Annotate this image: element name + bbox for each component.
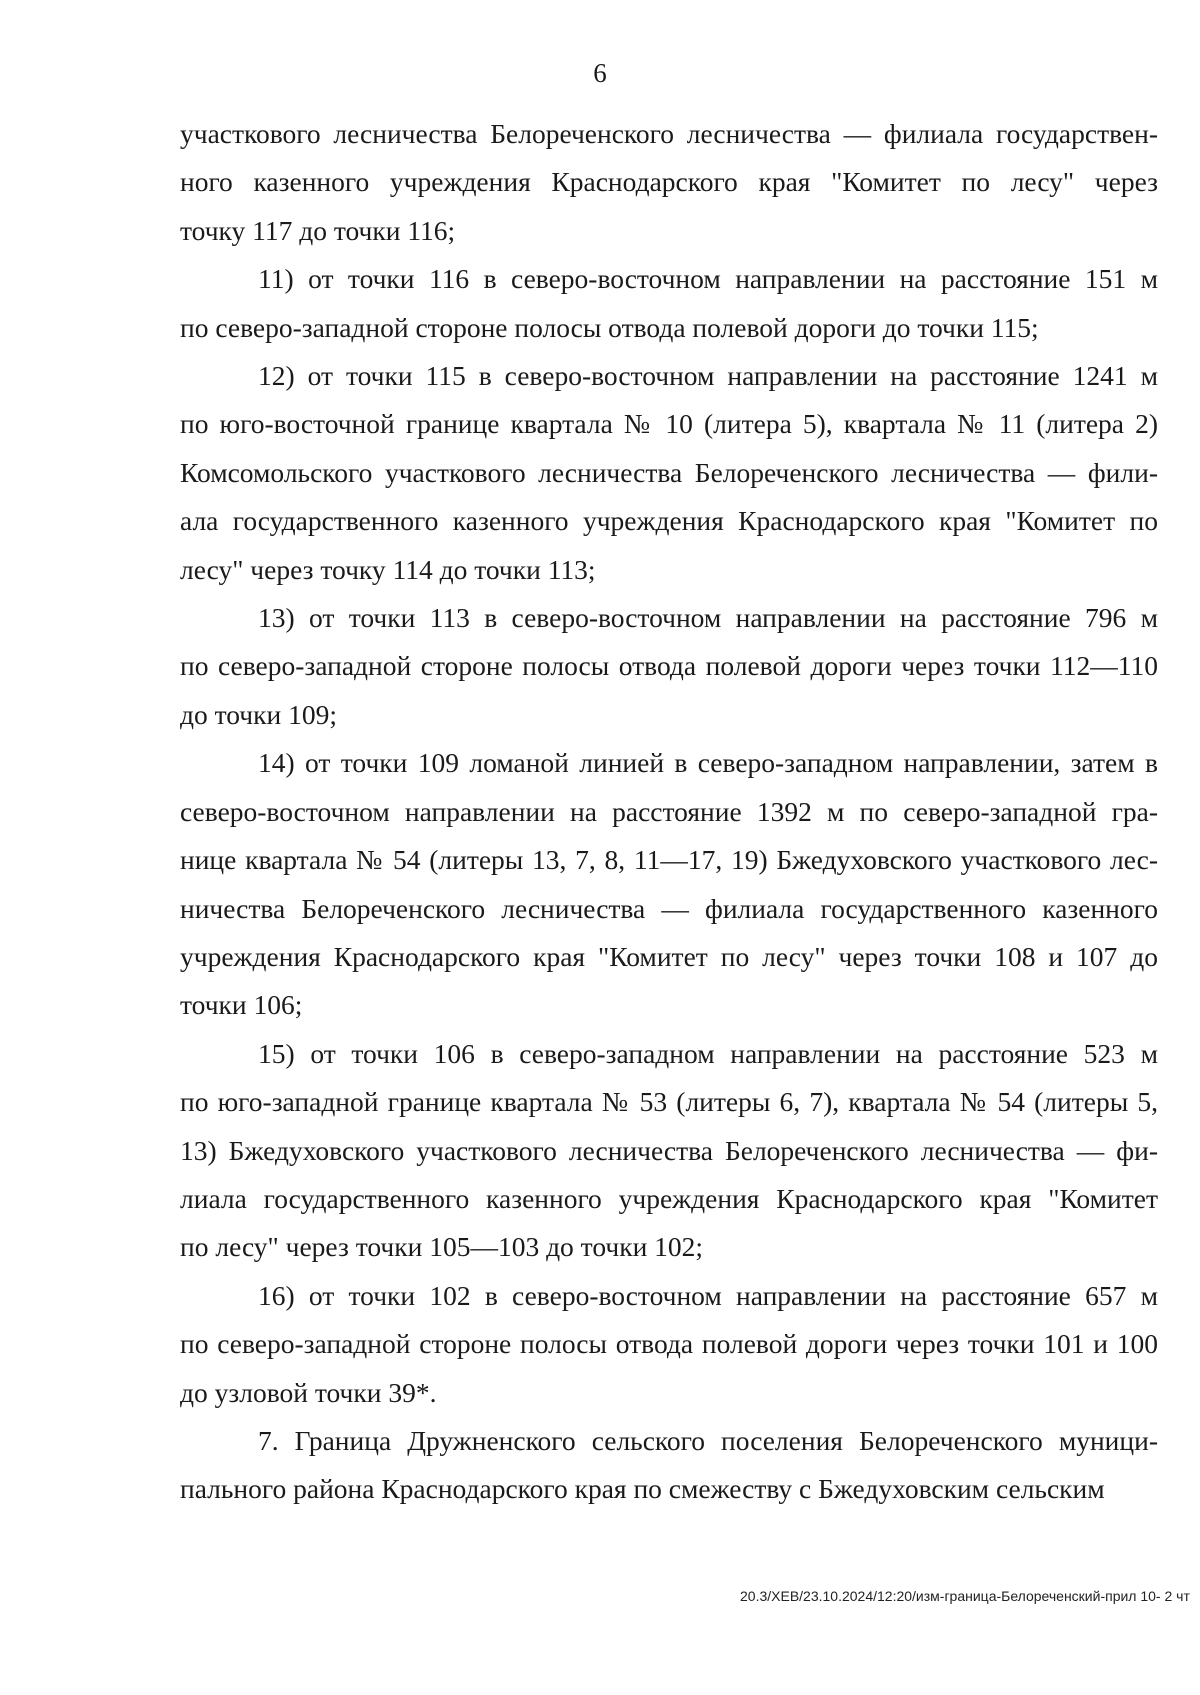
paragraph-line: по северо-западной стороне полосы отвода полевой дороги через точки 112—110 [180, 650, 1158, 682]
paragraph-line: Комсомольского участкового лесничества Белореченского лесничества — фили- [180, 456, 1158, 488]
paragraph [180, 739, 1158, 1029]
paragraph-line: по юго-восточной границе квартала № 10 (литера 5), квартала № 11 (литера 2) [180, 408, 1158, 440]
paragraph-line: ничества Белореченского лесничества — филиала государственного казенного [180, 892, 1158, 924]
paragraph-line: лесу" через точку 114 до точки 113; [180, 553, 596, 585]
paragraph-line: лиала государственного казенного учреждения Краснодарского края "Комитет [180, 1182, 1158, 1214]
paragraph [180, 1030, 1158, 1272]
paragraph-line: точку 117 до точки 116; [180, 214, 456, 246]
paragraph [180, 255, 1158, 352]
paragraph-line: 13) Бжедуховского участкового лесничества Белореченского лесничества — фи- [180, 1134, 1158, 1166]
paragraph-line: 13) от точки 113 в северо-восточном направлении на расстояние 796 м [258, 602, 1158, 634]
paragraph-line: 15) от точки 106 в северо-западном направлении на расстояние 523 м [258, 1037, 1158, 1069]
paragraph-line: участкового лесничества Белореченского лесничества — филиала государствен- [180, 118, 1158, 149]
paragraph [180, 1272, 1158, 1417]
paragraph-line: нице квартала № 54 (литеры 13, 7, 8, 11—17, 19) Бжедуховского участкового лес- [180, 844, 1158, 876]
document-footer: 20.3/ХЕВ/23.10.2024/12:20/изм-граница-Белореченский-прил 10- 2 чт [740, 1588, 1190, 1604]
paragraph-line: до узловой точки 39*. [180, 1376, 437, 1408]
paragraph-line: северо-восточном направлении на расстояние 1392 м по северо-западной гра- [180, 795, 1158, 827]
paragraph [180, 110, 1158, 255]
page-number: 6 [593, 58, 607, 88]
paragraph-line: точки 106; [180, 989, 303, 1021]
paragraph [180, 1417, 1158, 1514]
paragraph-line: по северо-западной стороне полосы отвода полевой дороги через точки 101 и 100 [180, 1328, 1158, 1360]
paragraph-line: 11) от точки 116 в северо-восточном направлении на расстояние 151 м [258, 263, 1158, 295]
paragraph-line: по лесу" через точки 105—103 до точки 102; [180, 1231, 704, 1263]
paragraph [180, 594, 1158, 739]
paragraph-line: 16) от точки 102 в северо-восточном направлении на расстояние 657 м [258, 1279, 1158, 1311]
paragraph-line: пального района Краснодарского края по смежеству с Бжедуховским сельским [180, 1473, 1105, 1505]
paragraph-line: по северо-западной стороне полосы отвода полевой дороги до точки 115; [180, 311, 1039, 343]
document-body [180, 110, 1158, 1514]
paragraph [180, 352, 1158, 594]
paragraph-line: учреждения Краснодарского края "Комитет по лесу" через точки 108 и 107 до [180, 940, 1158, 972]
paragraph-line: ала государственного казенного учреждения Краснодарского края "Комитет по [180, 505, 1158, 537]
paragraph-line: 14) от точки 109 ломаной линией в северо-западном направлении, затем в [258, 747, 1158, 779]
paragraph-line: 12) от точки 115 в северо-восточном направлении на расстояние 1241 м [258, 360, 1158, 392]
paragraph-line: ного казенного учреждения Краснодарского края "Комитет по лесу" через [180, 166, 1158, 198]
paragraph-line: по юго-западной границе квартала № 53 (литеры 6, 7), квартала № 54 (литеры 5, [180, 1086, 1158, 1118]
paragraph-line: до точки 109; [180, 698, 337, 730]
paragraph-line: 7. Граница Дружненского сельского поселения Белореченского муници- [258, 1424, 1158, 1456]
